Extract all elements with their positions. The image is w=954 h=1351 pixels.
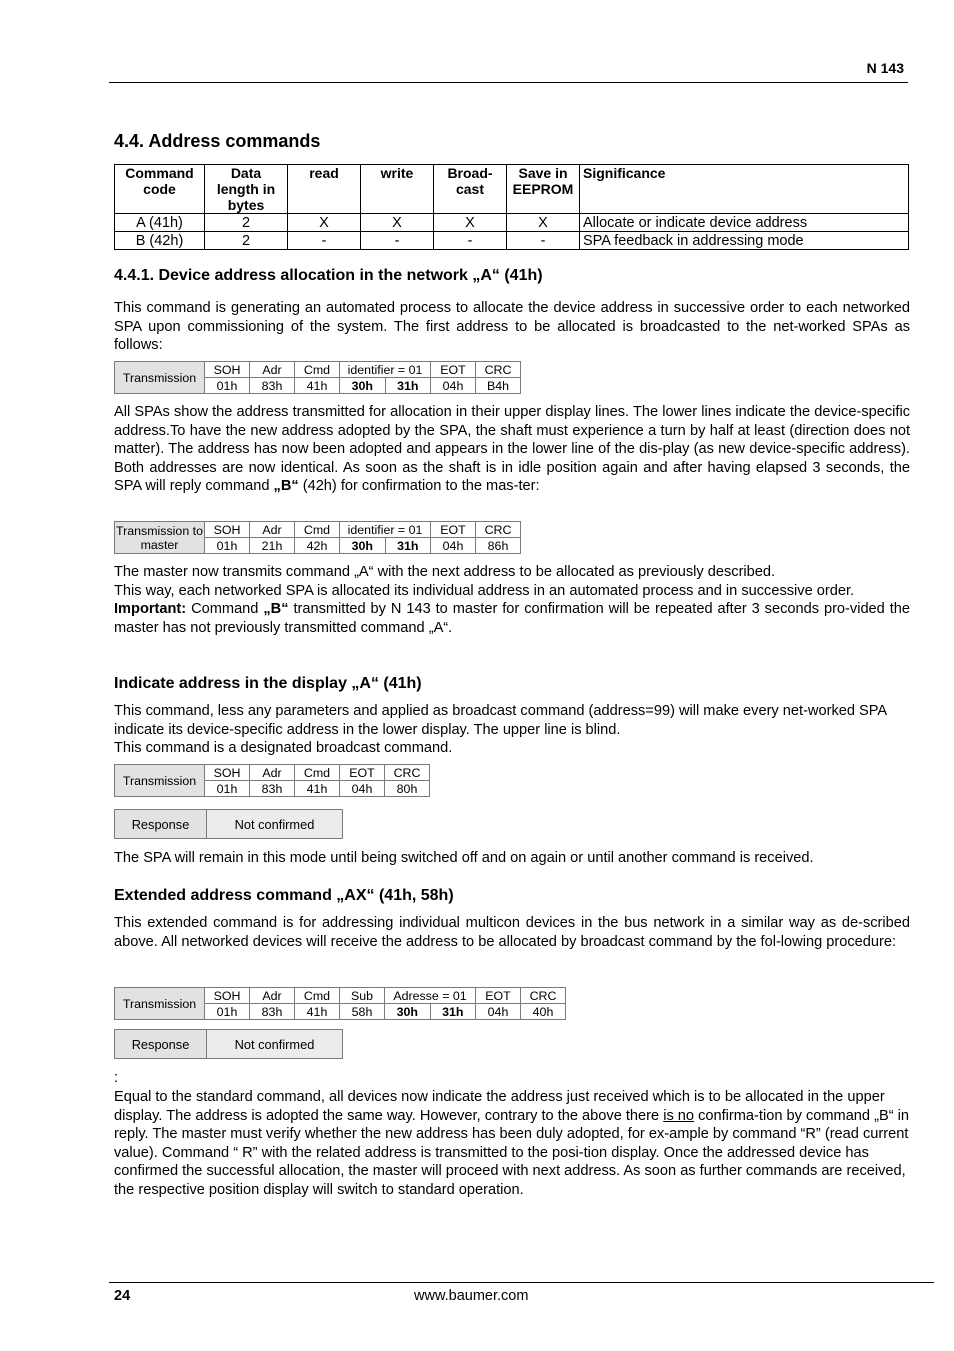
paragraph-group: [114, 702, 910, 758]
frame-header-row: [115, 522, 521, 538]
frame-header-row: [115, 362, 521, 378]
paragraph: [114, 403, 910, 496]
bold-text: „B“: [273, 478, 299, 495]
frame-value: 30h: [340, 378, 386, 394]
frame-value: 01h: [205, 781, 250, 797]
response-box: [114, 1029, 343, 1059]
bold-text: Important:: [114, 601, 187, 618]
frame-value: 01h: [205, 538, 250, 554]
frame-head: SOH: [205, 362, 250, 378]
frame-value: 58h: [340, 1004, 385, 1020]
frame-head: SOH: [205, 522, 250, 538]
frame-value: 31h: [430, 1004, 476, 1020]
frame-value: 01h: [205, 378, 250, 394]
frame-value: 04h: [340, 781, 385, 797]
transmission-frame-table: [114, 361, 521, 394]
table-cell: X: [288, 214, 361, 232]
response-label: Response: [115, 810, 207, 838]
frame-value: 04h: [431, 538, 476, 554]
frame-head: CRC: [476, 362, 521, 378]
paragraph: This way, each networked SPA is allocated its individual address in an automated process and in successive order.: [114, 582, 855, 599]
paragraph: This command is generating an automated process to allocate the device address in successive order to each networked SPA upon commissioning of the system. The first address to be allocated is broadcasted to the net-worked SPAs as follows:: [114, 300, 910, 354]
paragraph: This extended command is for addressing individual multicon devices in the bus network in a similar way as de-scribed above. All networked devices will receive the address to be allocated by broadcast command by the fol-lowing procedure:: [114, 915, 910, 950]
frame-head: Adr: [250, 522, 295, 538]
table-cell: -: [361, 232, 434, 250]
frame-value: 31h: [385, 378, 431, 394]
frame-head: CRC: [385, 765, 430, 781]
col-save-eeprom: Save in EEPROM: [507, 165, 580, 214]
frame-label: Transmission: [115, 362, 205, 394]
frame-head: EOT: [476, 988, 521, 1004]
section-title: 4.4. Address commands: [114, 131, 321, 151]
paragraph: [114, 1088, 910, 1200]
table-row: [115, 214, 909, 232]
frame-head: Adresse = 01: [385, 988, 476, 1004]
frame-head: EOT: [340, 765, 385, 781]
table-cell: B (42h): [115, 232, 205, 250]
col-broadcast: Broad-cast: [434, 165, 507, 214]
text: confirma-tion by command „B“ in reply. The master must verify whether the new address has been duly adopted, for ex-ample by command “R” (read current value). Command “ R” with the related address is transmitted to the posi-tion display. Once the addressed device has confirmed the successful allocation, the master will proceed with next address. As soon as further commands are received, the respective position display will switch to standard operation.: [114, 1107, 909, 1198]
response-value: Not confirmed: [207, 810, 342, 838]
frame-value: 04h: [476, 1004, 521, 1020]
frame-value: 83h: [250, 378, 295, 394]
col-read: read: [288, 165, 361, 214]
page-number: 24: [114, 1288, 131, 1304]
frame-head: CRC: [476, 522, 521, 538]
text: All SPAs show the address transmitted for allocation in their upper display lines. The lower lines indicate the device-specific address.To have the new address adopted by the SPA, the shaft must experience a turn by half at least (direction does not matter). The address has now been adopted and appears in the lower line of the dis-play (as new device-specific address). Both addresses are now identical. As soon as the shaft is in idle position again and after having elapsed 3 seconds, the SPA will reply command: [114, 404, 910, 495]
table-cell: 2: [205, 214, 288, 232]
frame-value: 86h: [476, 538, 521, 554]
frame-head: Adr: [250, 765, 295, 781]
col-write: write: [361, 165, 434, 214]
address-commands-table: [114, 164, 909, 250]
underlined-text: is no: [663, 1107, 695, 1124]
footer-website: www.baumer.com: [414, 1288, 529, 1304]
paragraph-group: [114, 563, 910, 637]
table-cell: X: [361, 214, 434, 232]
response-value: Not confirmed: [207, 1030, 342, 1058]
col-data-length: Data length in bytes: [205, 165, 288, 214]
paragraph: The SPA will remain in this mode until being switched off and on again or until another command is received.: [114, 850, 814, 866]
text: Command: [191, 601, 259, 618]
bold-text: „B“: [263, 601, 289, 618]
frame-head: EOT: [431, 522, 476, 538]
table-cell: A (41h): [115, 214, 205, 232]
table-cell: -: [434, 232, 507, 250]
frame-label: Transmission: [115, 765, 205, 797]
frame-value: 30h: [385, 1004, 431, 1020]
frame-head: identifier = 01: [340, 362, 431, 378]
paragraph: [114, 600, 910, 637]
text: (42h) for confirmation to the mas-ter:: [302, 478, 540, 495]
subsection-title: 4.4.1. Device address allocation in the network „A“ (41h): [114, 267, 543, 284]
footer-rule: [109, 1282, 934, 1283]
frame-head: Cmd: [295, 765, 340, 781]
frame-head: Sub: [340, 988, 385, 1004]
subsection-title: Extended address command „AX“ (41h, 58h): [114, 887, 454, 904]
frame-value: 04h: [431, 378, 476, 394]
frame-value: 01h: [205, 1004, 250, 1020]
frame-label: Transmission: [115, 988, 205, 1020]
response-box: [114, 809, 343, 839]
frame-head: identifier = 01: [340, 522, 431, 538]
frame-value: 31h: [385, 538, 431, 554]
header-rule: [109, 82, 908, 83]
frame-value: 80h: [385, 781, 430, 797]
frame-head: Cmd: [295, 362, 340, 378]
frame-value: 40h: [521, 1004, 566, 1020]
frame-value: 41h: [295, 1004, 340, 1020]
frame-header-row: [115, 988, 566, 1004]
table-cell: -: [288, 232, 361, 250]
frame-value: 83h: [250, 781, 295, 797]
frame-value: 42h: [295, 538, 340, 554]
paragraph: The master now transmits command „A“ with the next address to be allocated as previously described.: [114, 564, 776, 580]
frame-head: Adr: [250, 362, 295, 378]
frame-head: EOT: [431, 362, 476, 378]
frame-value: 41h: [295, 378, 340, 394]
document-id: N 143: [866, 60, 904, 76]
col-significance: Significance: [580, 165, 909, 214]
frame-head: SOH: [205, 765, 250, 781]
response-label: Response: [115, 1030, 207, 1058]
frame-head: SOH: [205, 988, 250, 1004]
table-cell: 2: [205, 232, 288, 250]
table-row: [115, 232, 909, 250]
paragraph: This command is a designated broadcast command.: [114, 740, 453, 757]
frame-head: CRC: [521, 988, 566, 1004]
transmission-frame-table: [114, 764, 430, 797]
transmission-frame-table: [114, 521, 521, 554]
table-cell: X: [434, 214, 507, 232]
text: transmitted by N 143 to master for confirmation will be repeated after 3 seconds pro-vided the master has not previously transmitted command „A“.: [114, 601, 911, 636]
text: Equal to the standard command, all devices now indicate the address just received which is to be allocated in the upper display. The address is adopted the same way. However, contrary to the above there: [114, 1089, 885, 1124]
frame-value: 21h: [250, 538, 295, 554]
table-header-row: [115, 165, 909, 214]
frame-value: B4h: [476, 378, 521, 394]
frame-value: 30h: [340, 538, 386, 554]
colon-mark: :: [114, 1070, 119, 1086]
table-cell: -: [507, 232, 580, 250]
table-cell: Allocate or indicate device address: [580, 214, 909, 232]
col-command-code: Command code: [115, 165, 205, 214]
frame-value: 83h: [250, 1004, 295, 1020]
frame-head: Cmd: [295, 522, 340, 538]
table-cell: SPA feedback in addressing mode: [580, 232, 909, 250]
transmission-frame-table: [114, 987, 566, 1020]
frame-head: Adr: [250, 988, 295, 1004]
frame-head: Cmd: [295, 988, 340, 1004]
frame-label: Transmission to master: [116, 523, 203, 552]
paragraph: This command, less any parameters and applied as broadcast command (address=99) will make every net-worked SPA indicate its device-specific address in the lower display. The upper line is blind.: [114, 703, 887, 738]
table-cell: X: [507, 214, 580, 232]
frame-header-row: [115, 765, 430, 781]
frame-value: 41h: [295, 781, 340, 797]
subsection-title: Indicate address in the display „A“ (41h): [114, 675, 422, 692]
